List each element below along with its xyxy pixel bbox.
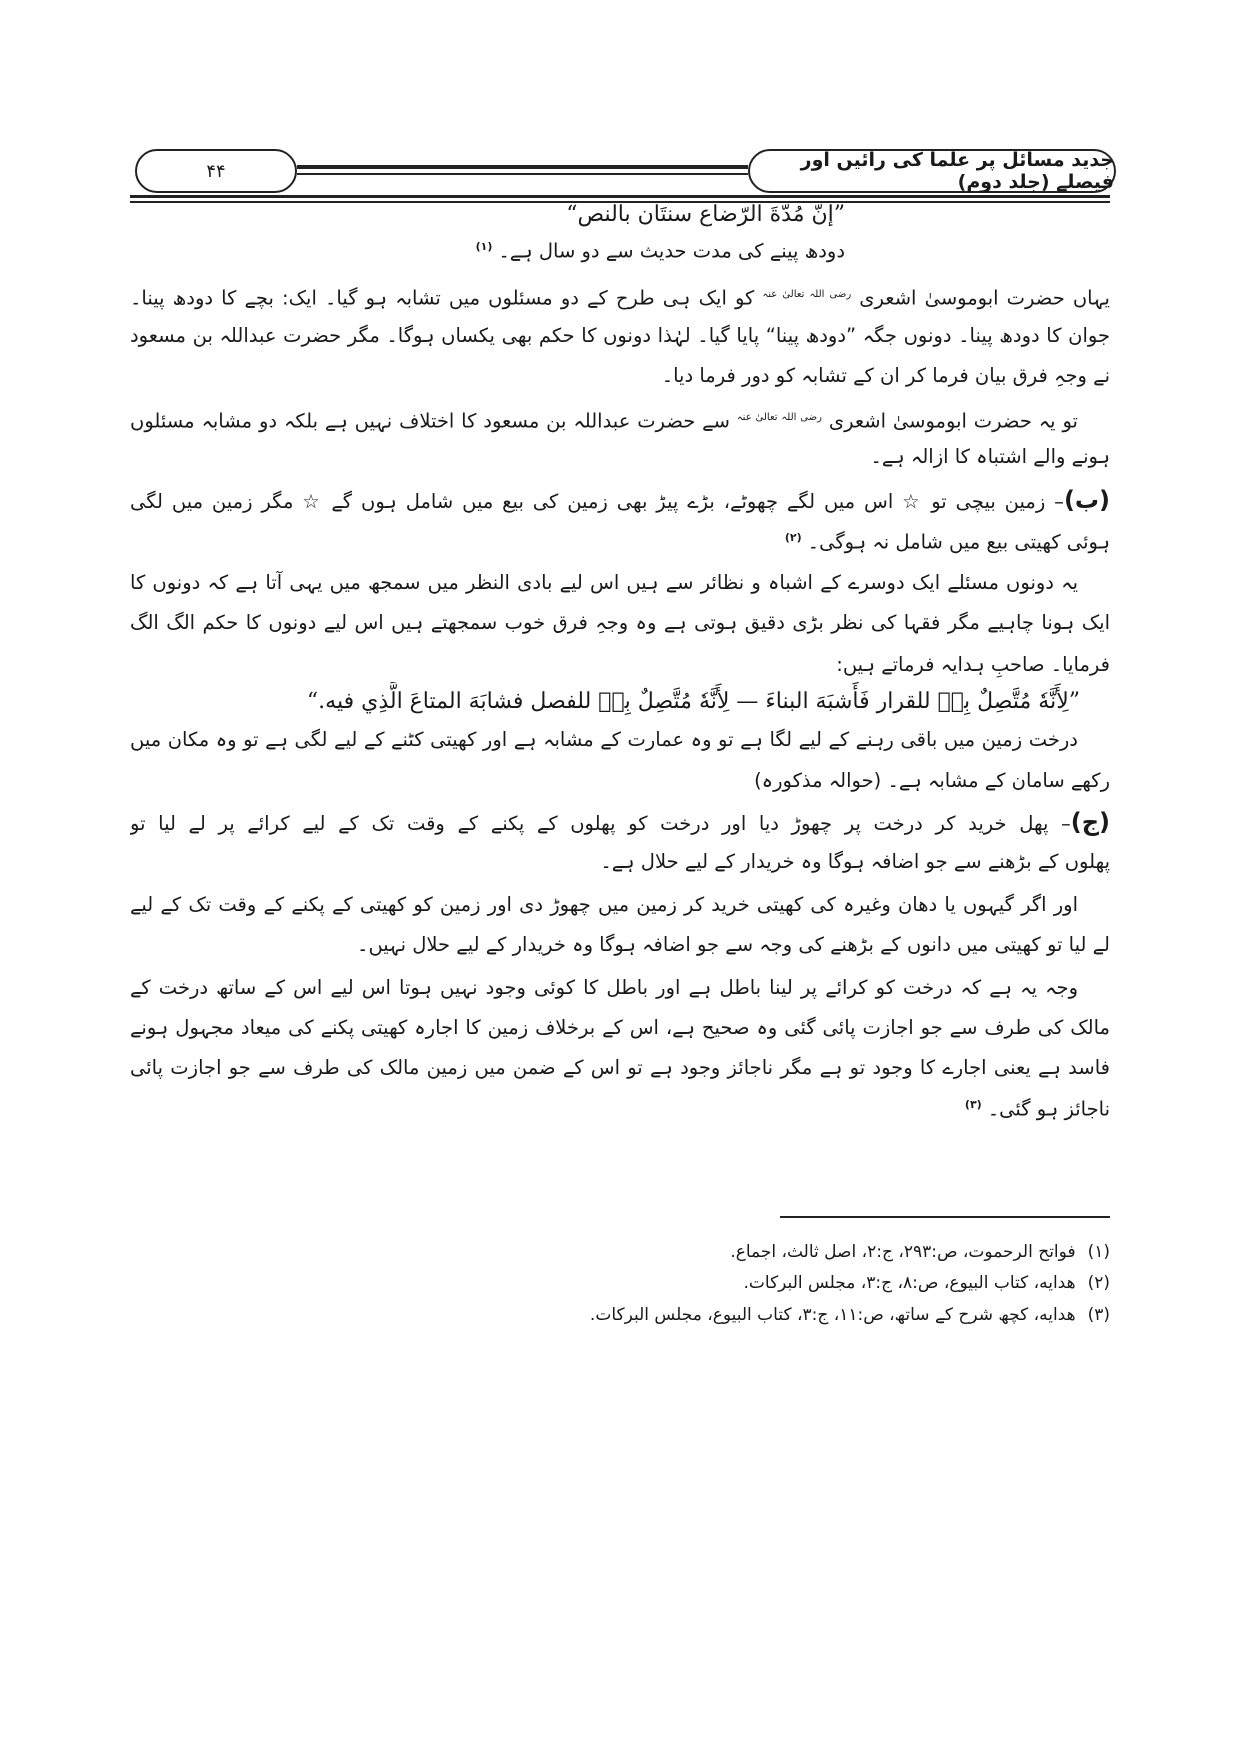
text-line xyxy=(130,885,1110,925)
section-label: (ج) xyxy=(1070,808,1110,836)
footnote-reference[interactable]: (۱) xyxy=(475,240,493,253)
line-text: یہ دونوں مسئلے ایک دوسرے کے اشباہ و نظائر سے ہیں اس لیے بادی النظر میں سمجھ میں یہی آتا ہے کہ دونوں کا xyxy=(130,571,1078,594)
line-text: نے وجہِ فرق بیان فرما کر ان کے تشابہ کو دور فرما دیا۔ xyxy=(661,364,1110,387)
text-line xyxy=(130,1085,1110,1125)
honorific: رضی اللہ تعالیٰ عنہ xyxy=(762,289,852,300)
line-text: فاسد ہے یعنی اجارے کا وجود تو ہے مگر ناجائز وجود ہے تو اس کے ضمن میں زمین مالک کی طرف سے جو اجازت پائی xyxy=(130,1056,1110,1079)
text-line xyxy=(130,518,1110,558)
footnote-number: (۱) xyxy=(1087,1242,1110,1262)
line-text: ناجائز ہو گئی۔ xyxy=(987,1097,1110,1121)
line-text: کو ایک ہی طرح کے دو مسئلوں میں تشابہ ہو گیا۔ ایک: بچے کا دودھ پینا۔ xyxy=(130,286,755,310)
honorific: رضی اللہ تعالیٰ عنہ xyxy=(736,412,822,423)
footnote xyxy=(510,1237,1110,1267)
text-line xyxy=(130,1008,1110,1048)
footnote xyxy=(510,1268,1110,1298)
text-line xyxy=(130,275,1110,315)
book-title-header xyxy=(748,149,1116,193)
line-text: اور اگر گیہوں یا دھان وغیرہ کی کھیتی خرید کر زمین میں چھوڑ دی اور زمین کو کھیتی کے پکنے کے وقت تک کے لیے xyxy=(130,893,1078,916)
footnote-text: هدایه، کتاب البیوع، ص:۸، ج:۳، مجلس البرکات. xyxy=(743,1273,1076,1293)
text-line xyxy=(130,682,1110,722)
text-line xyxy=(130,480,1110,520)
line-text: ”إنّ مُدّةَ الرّضاع سنتَان بالنص“ xyxy=(566,202,845,227)
text-line xyxy=(130,925,1110,965)
footnote-reference[interactable]: (۲) xyxy=(784,531,802,544)
footnote xyxy=(510,1300,1110,1330)
line-text: تو یہ حضرت ابوموسیٰ اشعری xyxy=(821,409,1078,433)
line-text: ”لِأَنَّهٗ مُتَّصِلٌ بِهٖ للقرار فَأَشبَهَ البناءَ — لِأَنَّهٗ مُتَّصِلٌ بِهٖ للفصل فشابَهَ المتاعَ الَّذِي فيه.“ xyxy=(306,689,1080,714)
line-text: ہونے والے اشتباہ کا ازالہ ہے۔ xyxy=(870,445,1110,468)
footnote-number: (۲) xyxy=(1087,1273,1110,1293)
text-line xyxy=(130,720,1110,760)
text-line xyxy=(130,356,1110,396)
text-line xyxy=(130,645,1110,685)
text-line xyxy=(130,1048,1110,1088)
header-connector-thick xyxy=(297,165,748,169)
book-title: جدید مسائل پر علما کی رائیں اور فیصلے (جلد دوم) xyxy=(800,149,1114,193)
line-text: لے لیا تو کھیتی میں دانوں کے بڑھنے کی وجہ سے جو اضافہ ہوگا وہ خریدار کے لیے حلال نہیں۔ xyxy=(357,933,1110,956)
text-line xyxy=(130,603,1110,643)
line-text: ایک ہونا چاہیے مگر فقہا کی نظر بڑی دقیق ہوتی ہے وہ وجہِ فرق خوب سمجھتے ہیں اس لیے دونوں کا حکم الگ الگ xyxy=(130,611,1110,634)
text-line xyxy=(130,227,845,267)
line-text: – زمین بیچی تو ☆ اس میں لگے چھوٹے، بڑے پیڑ بھی زمین کی بیع میں شامل ہوں گے ☆ مگر زمین میں لگی xyxy=(130,490,1064,513)
footnote-text: هدایه، کچھ شرح کے ساتھ، ص:۱۱، ج:۳، کتاب البیوع، مجلس البرکات. xyxy=(589,1305,1076,1325)
text-line xyxy=(130,437,1110,477)
line-text: مالک کی طرف سے جو اجازت پائی گئی وہ صحیح ہے، اس کے برخلاف زمین کا اجارہ کھیتی پکنے کی میعاد مجہول ہونے xyxy=(130,1016,1110,1039)
line-text: رکھے سامان کے مشابہ ہے۔ (حوالہ مذکورہ) xyxy=(754,769,1110,792)
text-line xyxy=(130,761,1110,801)
header-connector-thin xyxy=(297,173,748,175)
footnote-number: (۳) xyxy=(1087,1305,1110,1325)
text-line xyxy=(130,842,1110,882)
text-line xyxy=(130,968,1110,1008)
line-text: یہاں حضرت ابوموسیٰ اشعری xyxy=(851,286,1110,310)
text-line xyxy=(130,316,1110,356)
line-text: درخت زمین میں باقی رہنے کے لیے لگا ہے تو وہ عمارت کے مشابہ ہے اور کھیتی کٹنے کے لیے لگی ہے تو وہ مکان میں xyxy=(130,728,1078,751)
section-label: (ب) xyxy=(1063,486,1110,514)
text-line xyxy=(130,398,1110,438)
text-line xyxy=(130,802,1110,842)
line-text: – پھل خرید کر درخت پر چھوڑ دیا اور درخت کو پھلوں کے پکنے کے وقت تک کے لیے کرائے پر لے لیا تو xyxy=(130,812,1071,835)
line-text: دودھ پینے کی مدت حدیث سے دو سال ہے۔ xyxy=(498,239,845,263)
footnote-reference[interactable]: (۳) xyxy=(964,1098,982,1111)
line-text: فرمایا۔ صاحبِ ہدایہ فرماتے ہیں: xyxy=(836,653,1110,676)
line-text: جوان کا دودھ پینا۔ دونوں جگہ ”دودھ پینا“ پایا گیا۔ لہٰذا دونوں کا حکم بھی یکساں ہوگا۔ مگر حضرت عبداللہ بن مسعود xyxy=(130,324,1110,347)
page-number: ۴۴ xyxy=(206,160,226,182)
line-text: پھلوں کے بڑھنے سے جو اضافہ ہوگا وہ خریدار کے لیے حلال ہے۔ xyxy=(600,850,1110,873)
page-number-box xyxy=(135,149,297,193)
text-line xyxy=(130,563,1110,603)
footnote-separator xyxy=(780,1216,1110,1218)
footnote-text: فواتح الرحموت، ص:۲۹۳، ج:۲، اصل ثالث، اجماع. xyxy=(730,1242,1076,1262)
line-text: ہوئی کھیتی بیع میں شامل نہ ہوگی۔ xyxy=(807,530,1110,554)
line-text: وجہ یہ ہے کہ درخت کو کرائے پر لینا باطل ہے اور باطل کا کوئی وجود نہیں ہوتا اس لیے اس کے ساتھ درخت کے xyxy=(130,976,1078,999)
line-text: سے حضرت عبداللہ بن مسعود کا اختلاف نہیں ہے بلکہ دو مشابہ مسئلوں xyxy=(130,409,730,433)
